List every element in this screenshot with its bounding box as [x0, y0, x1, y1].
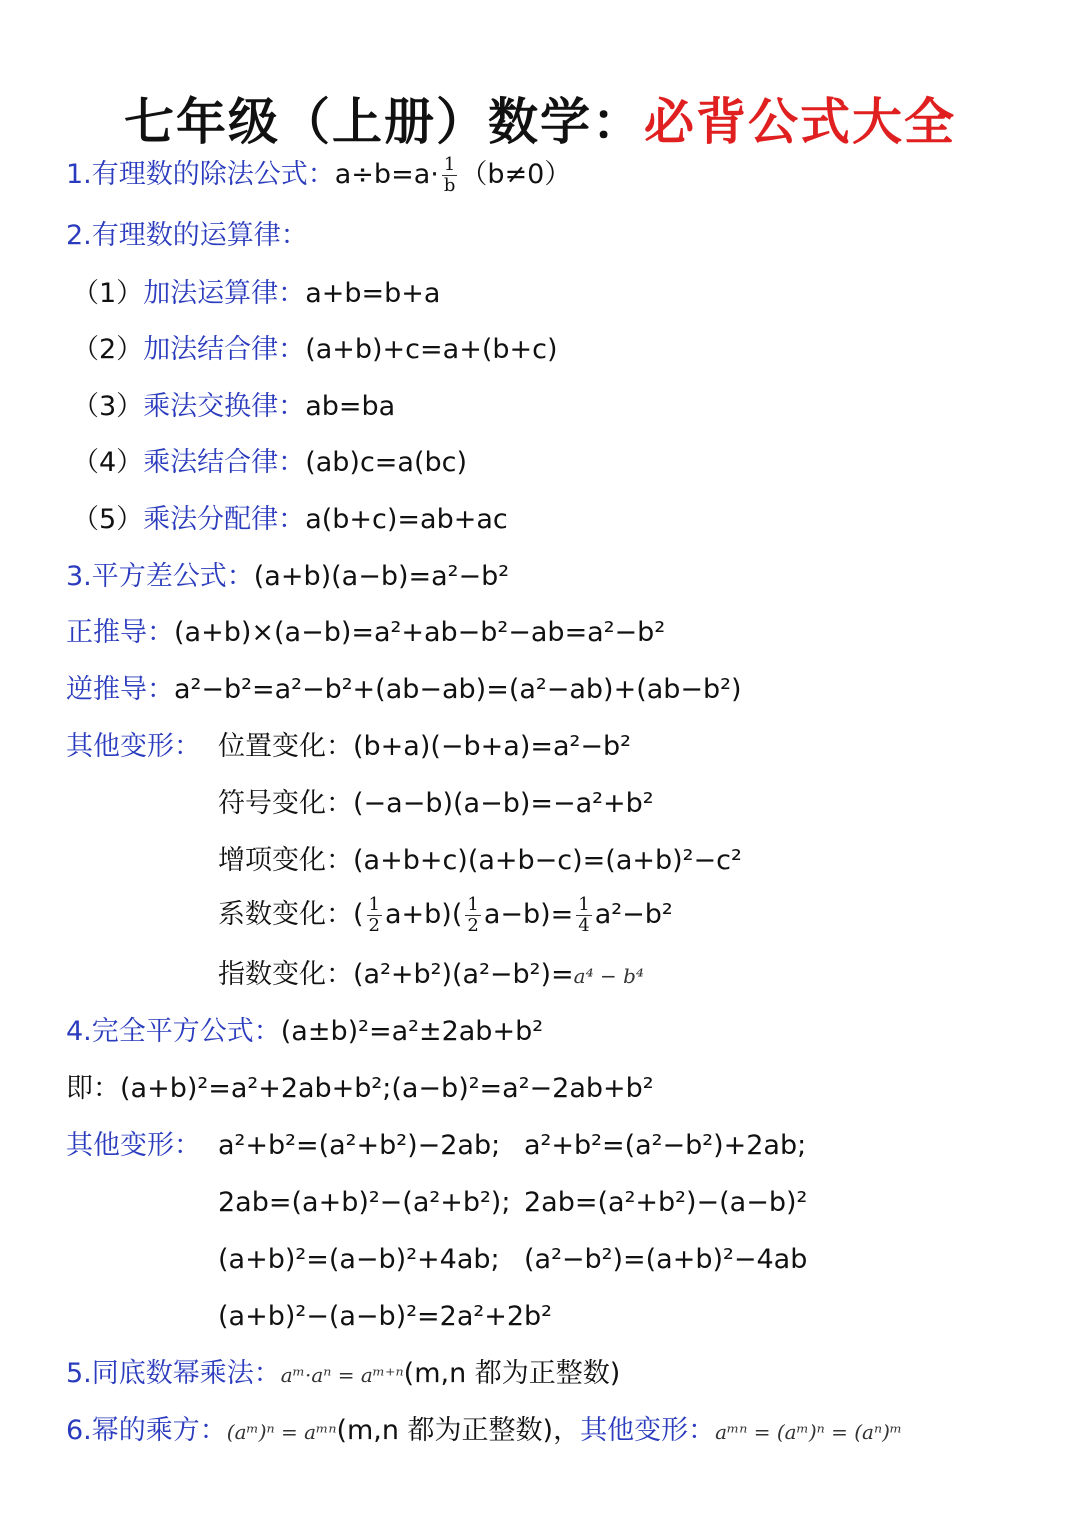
law-number: （5）: [72, 504, 144, 535]
fraction-half: [465, 895, 480, 936]
position-variant: 位置变化：(b+a)(−b+a)=a²−b²: [218, 731, 631, 762]
law-1: [72, 274, 440, 314]
exponent-variant: [218, 955, 644, 996]
law-name: 加法运算律：: [143, 278, 306, 309]
law-3: [72, 387, 395, 427]
coefficient-variant-label: 系数变化：: [218, 899, 353, 930]
section-4-label: 4.完全平方公式：: [66, 1016, 281, 1047]
title-main: 七年级（上册）数学：: [124, 93, 644, 151]
exponent-variant-left: 指数变化：(a²+b²)(a²−b²)=: [218, 959, 574, 990]
law-name: 加法结合律：: [143, 334, 306, 365]
fraction-denominator: b: [443, 175, 456, 196]
reverse-derivation-formula: a²−b²=a²−b²+(ab−ab)=(a²−ab)+(ab−b²): [174, 674, 742, 705]
fraction-half: [367, 895, 382, 936]
law-number: （1）: [72, 278, 144, 309]
power-of-power-note: (m,n 都为正整数)，: [336, 1415, 581, 1446]
section-5: [66, 1354, 620, 1395]
reverse-derivation-label: 逆推导：: [66, 674, 174, 705]
fraction-numerator: 1: [442, 155, 458, 176]
section-3-label: 3.平方差公式：: [66, 561, 254, 592]
law-formula: (ab)c=a(bc): [305, 447, 468, 478]
forward-derivation-label: 正推导：: [66, 617, 174, 648]
law-formula: a+b=b+a: [305, 278, 441, 309]
fraction-one-over-b: [442, 155, 458, 196]
forward-derivation: [66, 613, 665, 653]
section-6-label: 6.幂的乘方：: [66, 1415, 227, 1446]
section-4: [66, 1012, 543, 1052]
fraction-quarter: [576, 895, 591, 936]
power-product-formula: aᵐ·aⁿ = aᵐ⁺ⁿ: [280, 1363, 404, 1387]
perfect-square-expanded: 即：(a+b)²=a²+2ab+b²;(a−b)²=a²−2ab+b²: [66, 1073, 654, 1104]
section-6: [66, 1411, 902, 1452]
fraction-denominator: 2: [368, 915, 380, 936]
power-of-power-variants-label: 其他变形：: [580, 1415, 716, 1446]
law-number: （3）: [72, 391, 144, 422]
variant-formula: 2ab=(a+b)²−(a²+b²);: [218, 1187, 511, 1218]
variant-formula: a²+b²=(a²−b²)+2ab;: [524, 1130, 807, 1161]
division-formula-left: a÷b=a·: [334, 159, 439, 190]
law-formula: (a+b)+c=a+(b+c): [305, 334, 558, 365]
law-name: 乘法结合律：: [143, 447, 306, 478]
section-1: [66, 155, 571, 196]
law-formula: a(b+c)=ab+ac: [305, 504, 508, 535]
page-title: [0, 82, 1080, 154]
power-of-power-formula: (aᵐ)ⁿ = aᵐⁿ: [226, 1420, 337, 1444]
variant-formula: (a²−b²)=(a+b)²−4ab: [524, 1244, 808, 1275]
law-name: 乘法分配律：: [143, 504, 306, 535]
variant-formula: a²+b²=(a²+b²)−2ab;: [218, 1130, 501, 1161]
fraction-denominator: 4: [578, 915, 590, 936]
fraction-denominator: 2: [467, 915, 479, 936]
difference-of-squares-formula: (a+b)(a−b)=a²−b²: [253, 561, 510, 592]
division-condition: （b≠0）: [460, 159, 572, 190]
power-product-note: (m,n 都为正整数): [403, 1358, 621, 1389]
variant-formula: (a+b)²=(a−b)²+4ab;: [218, 1244, 500, 1275]
forward-derivation-formula: (a+b)×(a−b)=a²+ab−b²−ab=a²−b²: [174, 617, 666, 648]
section-2-label: 2.有理数的运算律：: [66, 220, 308, 251]
reverse-derivation: [66, 670, 742, 710]
exponent-variant-right: a⁴ − b⁴: [573, 964, 644, 988]
coefficient-variant: 系数变化：( $\frac{1}{2}$ a+b)( $\frac{1}{2}$ a−b)= $\frac{1}{4}$ a²−b²: [218, 894, 673, 936]
fraction-numerator: 1: [467, 894, 479, 915]
sign-variant: 符号变化：(−a−b)(a−b)=−a²+b²: [218, 788, 654, 819]
fraction-numerator: 1: [368, 894, 380, 915]
coefficient-part-1: a+b)(: [385, 899, 463, 930]
term-variant: 增项变化：(a+b+c)(a+b−c)=(a+b)²−c²: [218, 845, 742, 876]
coefficient-part-3: a²−b²: [594, 899, 673, 930]
law-5: [72, 500, 508, 540]
coefficient-part-2: a−b)=: [483, 899, 574, 930]
power-of-power-variants-formula: aᵐⁿ = (aᵐ)ⁿ = (aⁿ)ᵐ: [715, 1420, 903, 1444]
law-formula: ab=ba: [305, 391, 396, 422]
section-5-label: 5.同底数幂乘法：: [66, 1358, 281, 1389]
fraction-numerator: 1: [578, 894, 590, 915]
law-number: （2）: [72, 334, 144, 365]
law-2: [72, 330, 558, 370]
perfect-square-formula: (a±b)²=a²±2ab+b²: [280, 1016, 544, 1047]
law-number: （4）: [72, 447, 144, 478]
section-1-label: 1.有理数的除法公式：: [66, 159, 335, 190]
law-4: [72, 443, 467, 483]
variants-label: 其他变形：: [66, 731, 201, 762]
variant-formula: 2ab=(a²+b²)−(a−b)²: [524, 1187, 808, 1218]
title-highlight: 必背公式大全: [644, 93, 956, 151]
section-3: [66, 557, 509, 597]
variant-formula: (a+b)²−(a−b)²=2a²+2b²: [218, 1301, 552, 1332]
perfect-square-variants-label: 其他变形：: [66, 1130, 201, 1161]
law-name: 乘法交换律：: [143, 391, 306, 422]
